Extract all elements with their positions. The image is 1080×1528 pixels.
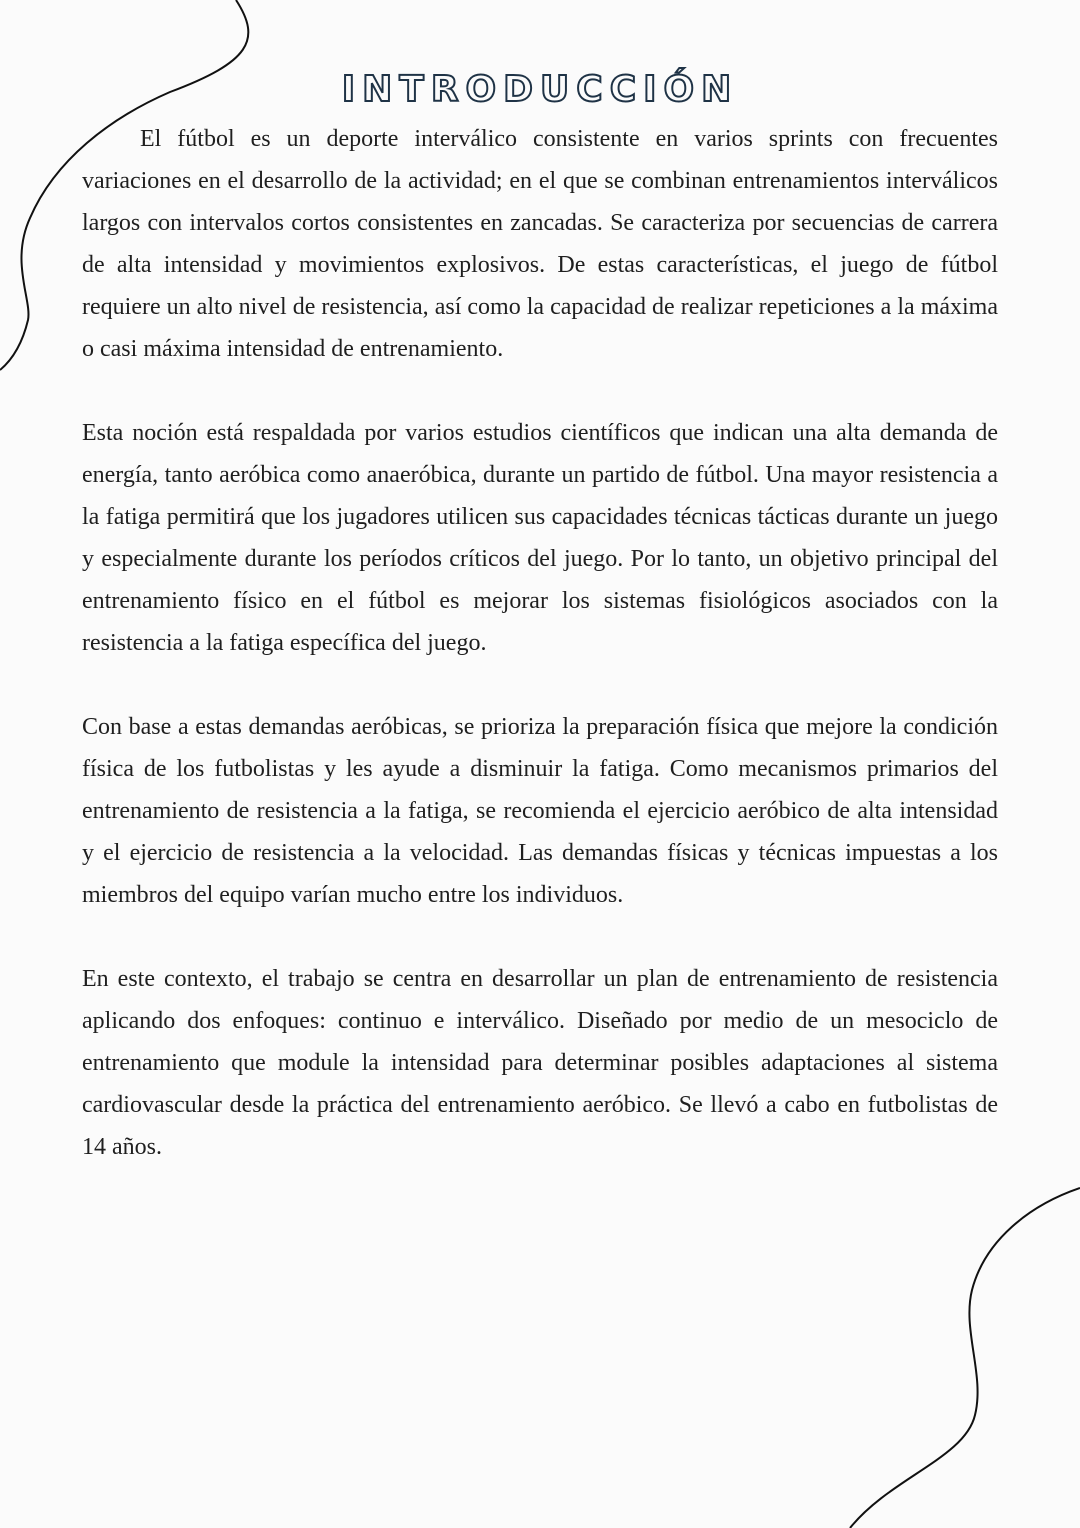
paragraph-1: El fútbol es un deporte interválico consistente en varios sprints con frecuentes variaciones en el desarrollo de la actividad; en el que se combinan entrenamientos interválicos largos con intervalos cortos consistentes en zancadas. Se caracteriza por secuencias de carrera de alta intensidad y movimientos explosivos. De estas características, el juego de fútbol requiere un alto nivel de resistencia, así como la capacidad de realizar repeticiones a la máxima o casi máxima intensidad de entrenamiento.: [82, 126, 998, 362]
paragraph-2: Esta noción está respaldada por varios estudios científicos que indican una alta demanda de energía, tanto aeróbica como anaeróbica, durante un partido de fútbol. Una mayor resistencia a la fatiga permitirá que los jugadores utilicen sus capacidades técnicas tácticas durante un juego y especialmente durante los períodos críticos del juego. Por lo tanto, un objetivo principal del entrenamiento físico en el fútbol es mejorar los sistemas fisiológicos asociados con la resistencia a la fatiga específica del juego.: [82, 420, 998, 656]
bottom-right-curve: [850, 1188, 1080, 1528]
page-title: INTRODUCCIÓN: [341, 69, 739, 110]
paragraph-3: Con base a estas demandas aeróbicas, se prioriza la preparación física que mejore la condición física de los futbolistas y les ayude a disminuir la fatiga. Como mecanismos primarios del entrenamiento de resistencia a la fatiga, se recomienda el ejercicio aeróbico de alta intensidad y el ejercicio de resistencia a la velocidad. Las demandas físicas y técnicas impuestas a los miembros del equipo varían mucho entre los individuos.: [82, 714, 998, 908]
body-text: [82, 118, 998, 1210]
paragraph-4: En este contexto, el trabajo se centra en desarrollar un plan de entrenamiento de resistencia aplicando dos enfoques: continuo e interválico. Diseñado por medio de un mesociclo de entrenamiento que module la intensidad para determinar posibles adaptaciones al sistema cardiovascular desde la práctica del entrenamiento aeróbico. Se llevó a cabo en futbolistas de 14 años.: [82, 966, 998, 1160]
